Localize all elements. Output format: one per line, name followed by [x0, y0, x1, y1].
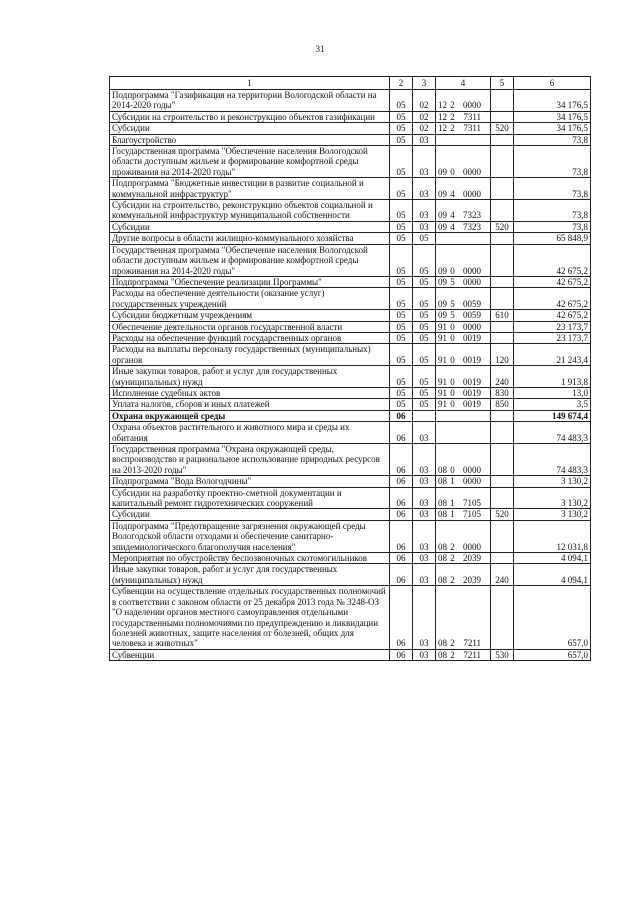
- section-code: 05: [390, 221, 413, 232]
- section-code: 06: [390, 509, 413, 520]
- target-article-code: [436, 564, 491, 586]
- amount-value: 65 848,9: [514, 233, 591, 244]
- subsection-code: 03: [413, 586, 436, 649]
- target-article-part-2: 1: [450, 476, 455, 487]
- section-code: 05: [390, 134, 413, 145]
- target-article-part-3: 7211: [463, 649, 481, 660]
- target-article-part-3: 0019: [463, 376, 481, 387]
- amount-value: 34 176,5: [514, 111, 591, 122]
- target-article-part-3: 0000: [463, 166, 481, 177]
- amount-value: 21 243,4: [514, 344, 591, 366]
- target-article-part-2: 5: [450, 298, 455, 309]
- expense-type-code: 520: [491, 221, 514, 232]
- target-article-part-3: 7211: [463, 638, 481, 649]
- subsection-code: 02: [413, 123, 436, 134]
- amount-value: 42 675,2: [514, 288, 591, 310]
- table-row: [110, 123, 591, 134]
- section-code: 05: [390, 178, 413, 200]
- expense-type-code: [491, 422, 514, 444]
- target-article-code: [436, 487, 491, 509]
- amount-value: 149 674,4: [514, 410, 591, 421]
- target-article-part-1: 08: [438, 638, 447, 649]
- target-article-code: [436, 244, 491, 276]
- target-article-part-2: 2: [450, 123, 455, 134]
- subsection-code: 05: [413, 233, 436, 244]
- subsection-code: 03: [413, 444, 436, 476]
- amount-value: 73,8: [514, 178, 591, 200]
- row-name: Субсидии: [110, 509, 390, 520]
- target-article-part-3: 0000: [463, 188, 481, 199]
- expense-type-code: [491, 410, 514, 421]
- table-row: [110, 520, 591, 552]
- expense-type-code: [491, 233, 514, 244]
- row-name: Субвенции: [110, 649, 390, 660]
- section-code: 06: [390, 649, 413, 660]
- target-article-part-3: 7323: [463, 210, 481, 221]
- target-article-code: [436, 649, 491, 660]
- section-code: 05: [390, 200, 413, 222]
- row-name: Подпрограмма "Вода Вологодчины": [110, 476, 390, 487]
- section-code: 05: [390, 344, 413, 366]
- target-article-code: [436, 134, 491, 145]
- target-article-part-1: 09: [438, 188, 447, 199]
- table-row: [110, 487, 591, 509]
- target-article-code: [436, 321, 491, 332]
- table-row: [110, 444, 591, 476]
- expense-type-code: [491, 178, 514, 200]
- amount-value: 42 675,2: [514, 276, 591, 287]
- row-name: Охрана окружающей среды: [110, 410, 390, 421]
- section-code: 05: [390, 310, 413, 321]
- amount-value: 13,0: [514, 387, 591, 398]
- budget-table-body: [110, 77, 591, 661]
- amount-value: 657,0: [514, 649, 591, 660]
- row-name: Расходы на выплаты персоналу государственных (муниципальных) органов: [110, 344, 390, 366]
- target-article-part-1: 09: [438, 221, 447, 232]
- section-code: 06: [390, 553, 413, 564]
- amount-value: 3 130,2: [514, 476, 591, 487]
- target-article-code: [436, 288, 491, 310]
- subsection-code: 03: [413, 564, 436, 586]
- section-code: 05: [390, 366, 413, 388]
- section-code: 06: [390, 444, 413, 476]
- target-article-part-1: 91: [438, 354, 447, 365]
- table-row: [110, 422, 591, 444]
- target-article-code: [436, 444, 491, 476]
- target-article-part-3: 2039: [463, 553, 481, 564]
- target-article-code: [436, 310, 491, 321]
- expense-type-code: [491, 288, 514, 310]
- target-article-part-1: 08: [438, 476, 447, 487]
- budget-table: [109, 76, 591, 661]
- subsection-code: 03: [413, 509, 436, 520]
- expense-type-code: 610: [491, 310, 514, 321]
- target-article-code: [436, 111, 491, 122]
- subsection-code: 02: [413, 111, 436, 122]
- amount-value: 73,8: [514, 134, 591, 145]
- amount-value: 74 483,3: [514, 422, 591, 444]
- table-row: [110, 649, 591, 660]
- row-name: Расходы на обеспечение деятельности (оказание услуг) государственных учреждений: [110, 288, 390, 310]
- target-article-part-2: 2: [450, 638, 455, 649]
- target-article-part-3: 0000: [463, 100, 481, 111]
- section-code: 05: [390, 399, 413, 410]
- subsection-code: 03: [413, 476, 436, 487]
- expense-type-code: 530: [491, 649, 514, 660]
- table-row: [110, 553, 591, 564]
- row-name: Обеспечение деятельности органов государственной власти: [110, 321, 390, 332]
- target-article-part-3: 0059: [463, 298, 481, 309]
- header-cell-1: 1: [110, 77, 390, 90]
- row-name: Другие вопросы в области жилищно-коммунального хозяйства: [110, 233, 390, 244]
- target-article-part-1: 09: [438, 166, 447, 177]
- subsection-code: 05: [413, 244, 436, 276]
- target-article-code: [436, 233, 491, 244]
- target-article-part-3: 2039: [463, 574, 481, 585]
- expense-type-code: [491, 146, 514, 178]
- table-row: [110, 410, 591, 421]
- target-article-code: [436, 509, 491, 520]
- table-row: [110, 366, 591, 388]
- subsection-code: 03: [413, 221, 436, 232]
- target-article-code: [436, 476, 491, 487]
- expense-type-code: 240: [491, 564, 514, 586]
- table-row: [110, 233, 591, 244]
- target-article-part-1: 08: [438, 541, 447, 552]
- row-name: Субвенции на осуществление отдельных государственных полномочий в соответствии с законом области от 25 декабря 2013 года № 3248-ОЗ "О наделении органов местного самоуправления отдельными государственными полномочиями по предупреждению и ликвидации болезней животных, защите населения от болезней, общих для человека и животных": [110, 586, 390, 649]
- section-code: 05: [390, 90, 413, 112]
- target-article-part-2: 0: [450, 464, 455, 475]
- target-article-part-1: 91: [438, 376, 447, 387]
- row-name: Благоустройство: [110, 134, 390, 145]
- target-article-part-3: 0000: [463, 464, 481, 475]
- table-header-row: [110, 77, 591, 90]
- expense-type-code: 120: [491, 344, 514, 366]
- row-name: Государственная программа "Охрана окружающей среды, воспроизводство и рациональное использование природных ресурсов на 2013-2020 годы": [110, 444, 390, 476]
- target-article-part-2: 0: [450, 399, 455, 410]
- amount-value: 657,0: [514, 586, 591, 649]
- expense-type-code: [491, 553, 514, 564]
- row-name: Подпрограмма "Обеспечение реализации Программы": [110, 276, 390, 287]
- target-article-code: [436, 520, 491, 552]
- target-article-part-2: 4: [450, 188, 455, 199]
- row-name: Субсидии на строительство и реконструкцию объектов газификации: [110, 111, 390, 122]
- amount-value: 12 031,8: [514, 520, 591, 552]
- section-code: 05: [390, 288, 413, 310]
- expense-type-code: [491, 520, 514, 552]
- section-code: 05: [390, 332, 413, 343]
- subsection-code: 05: [413, 399, 436, 410]
- subsection-code: 05: [413, 344, 436, 366]
- target-article-part-3: 0059: [463, 310, 481, 321]
- target-article-part-1: 09: [438, 210, 447, 221]
- table-row: [110, 146, 591, 178]
- target-article-part-1: 12: [438, 123, 447, 134]
- table-row: [110, 134, 591, 145]
- target-article-part-2: 2: [450, 100, 455, 111]
- section-code: 05: [390, 146, 413, 178]
- amount-value: 42 675,2: [514, 244, 591, 276]
- section-code: 05: [390, 321, 413, 332]
- target-article-part-2: 2: [450, 649, 455, 660]
- subsection-code: 03: [413, 422, 436, 444]
- expense-type-code: [491, 244, 514, 276]
- target-article-part-3: 0019: [463, 354, 481, 365]
- amount-value: 34 176,5: [514, 123, 591, 134]
- expense-type-code: [491, 200, 514, 222]
- table-row: [110, 221, 591, 232]
- expense-type-code: [491, 586, 514, 649]
- subsection-code: 05: [413, 387, 436, 398]
- row-name: Субсидии на разработку проектно-сметной документации и капитальный ремонт гидротехнических сооружений: [110, 487, 390, 509]
- target-article-part-2: 4: [450, 221, 455, 232]
- amount-value: 1 913,8: [514, 366, 591, 388]
- target-article-part-1: 91: [438, 399, 447, 410]
- amount-value: 34 176,5: [514, 90, 591, 112]
- expense-type-code: [491, 134, 514, 145]
- row-name: Субсидии: [110, 123, 390, 134]
- amount-value: 3,5: [514, 399, 591, 410]
- subsection-code: 03: [413, 134, 436, 145]
- target-article-part-2: 1: [450, 509, 455, 520]
- target-article-part-3: 0019: [463, 399, 481, 410]
- target-article-code: [436, 178, 491, 200]
- section-code: 05: [390, 111, 413, 122]
- expense-type-code: [491, 487, 514, 509]
- header-cell-3: 3: [413, 77, 436, 90]
- subsection-code: 03: [413, 553, 436, 564]
- section-code: 05: [390, 387, 413, 398]
- target-article-part-2: 2: [450, 574, 455, 585]
- section-code: 06: [390, 476, 413, 487]
- amount-value: 3 130,2: [514, 509, 591, 520]
- target-article-part-3: 0000: [463, 321, 481, 332]
- section-code: 05: [390, 244, 413, 276]
- table-row: [110, 276, 591, 287]
- subsection-code: [413, 410, 436, 421]
- row-name: Охрана объектов растительного и животного мира и среды их обитания: [110, 422, 390, 444]
- target-article-part-3: 7311: [463, 111, 481, 122]
- expense-type-code: 520: [491, 509, 514, 520]
- target-article-part-3: 0000: [463, 476, 481, 487]
- subsection-code: 05: [413, 366, 436, 388]
- target-article-code: [436, 422, 491, 444]
- target-article-code: [436, 90, 491, 112]
- target-article-part-2: 0: [450, 376, 455, 387]
- subsection-code: 05: [413, 276, 436, 287]
- table-row: [110, 288, 591, 310]
- target-article-code: [436, 200, 491, 222]
- subsection-code: 03: [413, 200, 436, 222]
- target-article-part-1: 12: [438, 100, 447, 111]
- expense-type-code: [491, 90, 514, 112]
- target-article-part-1: 08: [438, 464, 447, 475]
- subsection-code: 03: [413, 178, 436, 200]
- target-article-part-3: 7105: [463, 498, 481, 509]
- target-article-part-1: 91: [438, 332, 447, 343]
- table-row: [110, 244, 591, 276]
- target-article-part-1: 09: [438, 310, 447, 321]
- section-code: 05: [390, 123, 413, 134]
- row-name: Уплата налогов, сборов и иных платежей: [110, 399, 390, 410]
- target-article-part-2: 4: [450, 210, 455, 221]
- target-article-code: [436, 553, 491, 564]
- table-row: [110, 344, 591, 366]
- expense-type-code: [491, 476, 514, 487]
- amount-value: 74 483,3: [514, 444, 591, 476]
- target-article-part-3: 0000: [463, 265, 481, 276]
- expense-type-code: [491, 332, 514, 343]
- row-name: Подпрограмма "Бюджетные инвестиции в развитие социальной и коммунальной инфраструктур": [110, 178, 390, 200]
- target-article-part-1: 12: [438, 111, 447, 122]
- row-name: Государственная программа "Обеспечение населения Вологодской области доступным жильем и формирование комфортной среды проживания на 2014-2020 годы": [110, 146, 390, 178]
- target-article-part-1: 09: [438, 298, 447, 309]
- section-code: 06: [390, 422, 413, 444]
- target-article-part-2: 2: [450, 553, 455, 564]
- target-article-code: [436, 332, 491, 343]
- table-row: [110, 321, 591, 332]
- subsection-code: 05: [413, 321, 436, 332]
- section-code: 06: [390, 487, 413, 509]
- table-row: [110, 178, 591, 200]
- amount-value: 4 094,1: [514, 553, 591, 564]
- target-article-part-2: 0: [450, 332, 455, 343]
- header-cell-2: 2: [390, 77, 413, 90]
- table-row: [110, 509, 591, 520]
- target-article-part-2: 5: [450, 276, 455, 287]
- section-code: 05: [390, 233, 413, 244]
- amount-value: 73,8: [514, 200, 591, 222]
- table-row: [110, 111, 591, 122]
- expense-type-code: [491, 321, 514, 332]
- target-article-part-1: 91: [438, 321, 447, 332]
- target-article-code: [436, 146, 491, 178]
- amount-value: 42 675,2: [514, 310, 591, 321]
- target-article-part-2: 2: [450, 111, 455, 122]
- row-name: Иные закупки товаров, работ и услуг для государственных (муниципальных) нужд: [110, 366, 390, 388]
- target-article-code: [436, 410, 491, 421]
- target-article-part-3: 7105: [463, 509, 481, 520]
- target-article-part-2: 5: [450, 310, 455, 321]
- subsection-code: 02: [413, 90, 436, 112]
- target-article-code: [436, 399, 491, 410]
- target-article-code: [436, 276, 491, 287]
- row-name: Подпрограмма "Газификация на территории Вологодской области на 2014-2020 годы": [110, 90, 390, 112]
- target-article-part-3: 0000: [463, 276, 481, 287]
- section-code: 06: [390, 564, 413, 586]
- expense-type-code: 520: [491, 123, 514, 134]
- target-article-part-3: 7323: [463, 221, 481, 232]
- target-article-part-1: 08: [438, 649, 447, 660]
- subsection-code: 05: [413, 332, 436, 343]
- target-article-part-2: 0: [450, 387, 455, 398]
- target-article-part-3: 0019: [463, 387, 481, 398]
- target-article-part-2: 0: [450, 265, 455, 276]
- expense-type-code: [491, 276, 514, 287]
- target-article-part-2: 0: [450, 321, 455, 332]
- target-article-part-1: 08: [438, 509, 447, 520]
- target-article-part-1: 08: [438, 498, 447, 509]
- row-name: Исполнение судебных актов: [110, 387, 390, 398]
- expense-type-code: 830: [491, 387, 514, 398]
- subsection-code: 03: [413, 649, 436, 660]
- table-row: [110, 90, 591, 112]
- target-article-part-2: 0: [450, 166, 455, 177]
- subsection-code: 03: [413, 146, 436, 178]
- subsection-code: 03: [413, 487, 436, 509]
- row-name: Субсидии: [110, 221, 390, 232]
- target-article-part-3: 0019: [463, 332, 481, 343]
- subsection-code: 05: [413, 288, 436, 310]
- expense-type-code: 240: [491, 366, 514, 388]
- header-cell-5: 5: [491, 77, 514, 90]
- section-code: 05: [390, 276, 413, 287]
- table-row: [110, 476, 591, 487]
- target-article-code: [436, 221, 491, 232]
- page-number: 31: [315, 44, 325, 54]
- header-cell-6: 6: [514, 77, 591, 90]
- row-name: Субсидии на строительство, реконструкцию объектов социальной и коммунальной инфраструктур муниципальной собственности: [110, 200, 390, 222]
- row-name: Расходы на обеспечение функций государственных органов: [110, 332, 390, 343]
- subsection-code: 05: [413, 310, 436, 321]
- expense-type-code: [491, 111, 514, 122]
- table-row: [110, 332, 591, 343]
- row-name: Государственная программа "Обеспечение населения Вологодской области доступным жильем и формирование комфортной среды проживания на 2014-2020 годы": [110, 244, 390, 276]
- table-row: [110, 387, 591, 398]
- expense-type-code: [491, 444, 514, 476]
- header-cell-4: 4: [436, 77, 491, 90]
- amount-value: 73,8: [514, 146, 591, 178]
- table-row: [110, 310, 591, 321]
- amount-value: 23 173,7: [514, 321, 591, 332]
- amount-value: 4 094,1: [514, 564, 591, 586]
- row-name: Иные закупки товаров, работ и услуг для государственных (муниципальных) нужд: [110, 564, 390, 586]
- section-code: 06: [390, 586, 413, 649]
- target-article-part-2: 2: [450, 541, 455, 552]
- target-article-code: [436, 366, 491, 388]
- target-article-code: [436, 123, 491, 134]
- target-article-code: [436, 387, 491, 398]
- target-article-part-3: 0000: [463, 541, 481, 552]
- target-article-part-2: 0: [450, 354, 455, 365]
- target-article-part-1: 91: [438, 387, 447, 398]
- row-name: Подпрограмма "Предотвращение загрязнения окружающей среды Вологодской области отходами и обеспечение санитарно-эпидемиологического благополучия населения": [110, 520, 390, 552]
- target-article-part-3: 7311: [463, 123, 481, 134]
- amount-value: 73,8: [514, 221, 591, 232]
- target-article-part-1: 09: [438, 265, 447, 276]
- expense-type-code: 850: [491, 399, 514, 410]
- table-row: [110, 200, 591, 222]
- target-article-code: [436, 586, 491, 649]
- amount-value: 23 173,7: [514, 332, 591, 343]
- target-article-part-2: 1: [450, 498, 455, 509]
- subsection-code: 03: [413, 520, 436, 552]
- table-row: [110, 564, 591, 586]
- amount-value: 3 130,2: [514, 487, 591, 509]
- table-row: [110, 399, 591, 410]
- row-name: Мероприятия по обустройству беспозвоночных скотомогильников: [110, 553, 390, 564]
- target-article-part-1: 09: [438, 276, 447, 287]
- target-article-code: [436, 344, 491, 366]
- table-row: [110, 586, 591, 649]
- target-article-part-1: 08: [438, 553, 447, 564]
- section-code: 06: [390, 410, 413, 421]
- row-name: Субсидии бюджетным учреждениям: [110, 310, 390, 321]
- section-code: 06: [390, 520, 413, 552]
- target-article-part-1: 08: [438, 574, 447, 585]
